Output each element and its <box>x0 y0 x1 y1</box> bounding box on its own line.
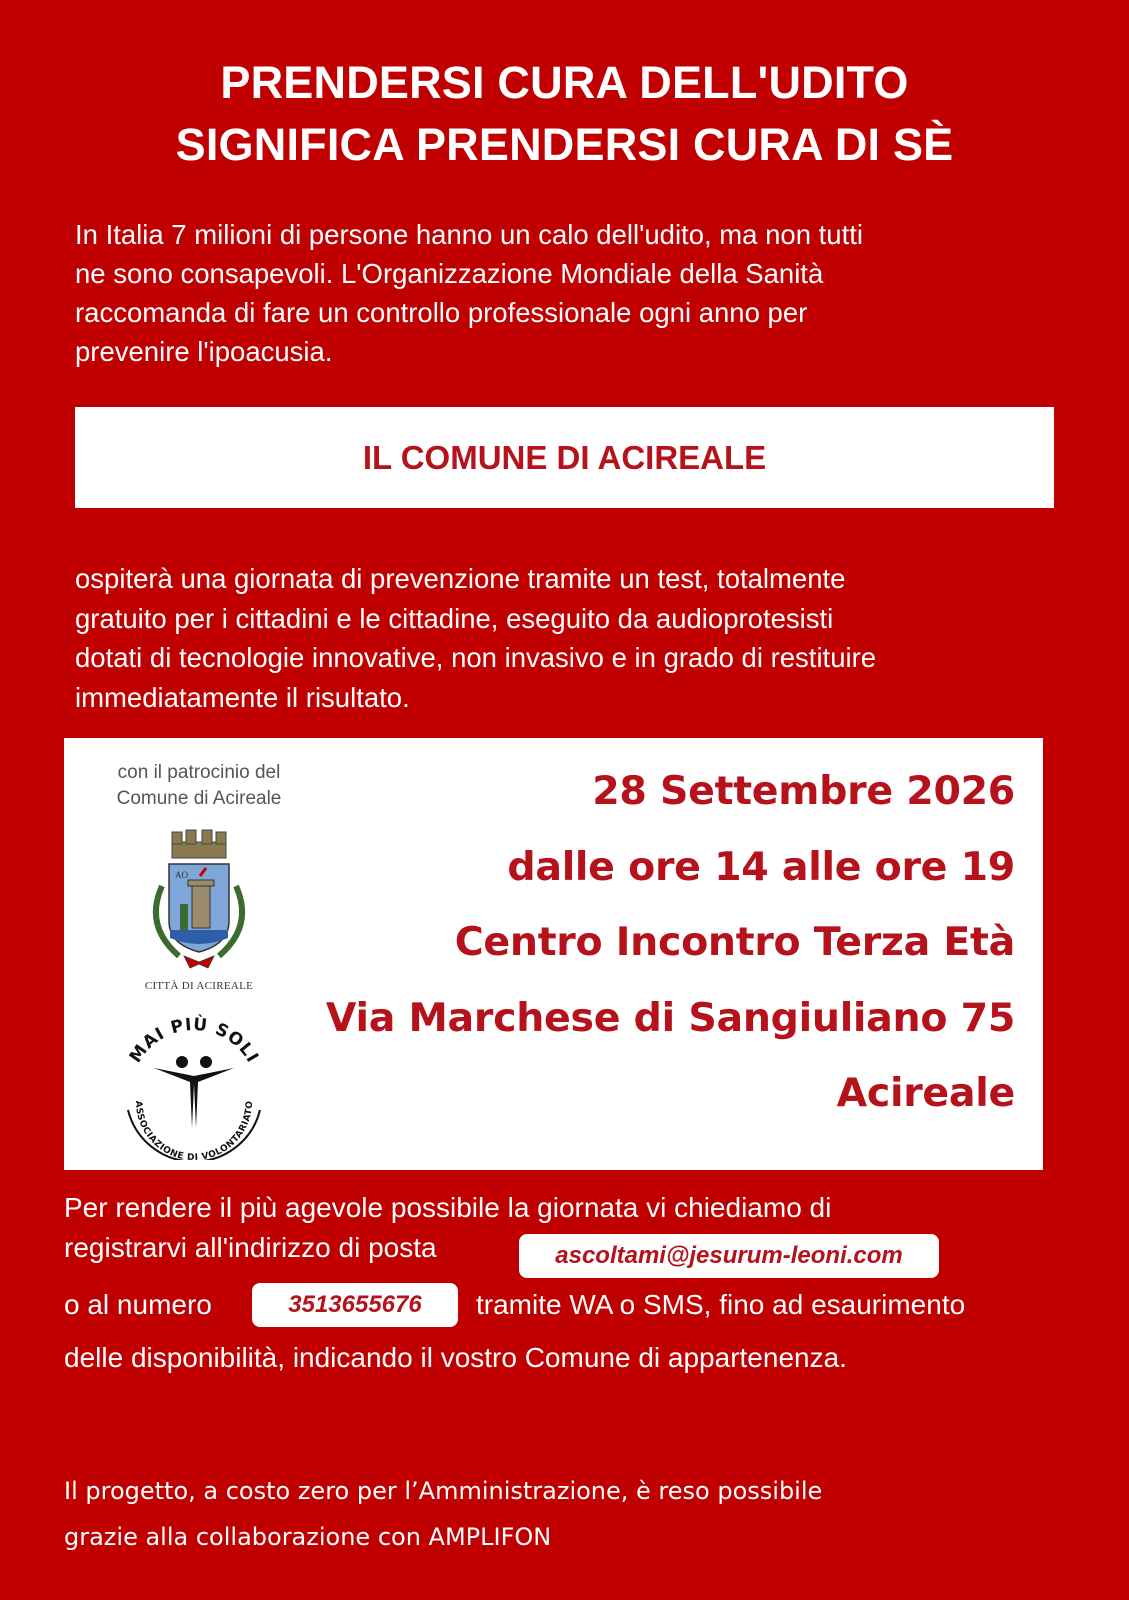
description-line: immediatamente il risultato. <box>75 681 410 713</box>
footer-line: grazie alla collaborazione con AMPLIFON <box>64 1523 552 1551</box>
title-line-2: SIGNIFICA PRENDERSI CURA DI SÈ <box>175 119 954 170</box>
acireale-coat-of-arms-icon <box>134 826 264 976</box>
comune-banner <box>75 407 1054 508</box>
description-line: dotati di tecnologie innovative, non invasivo e in grado di restituire <box>75 642 877 673</box>
description-line: gratuito per i cittadini e le cittadine, eseguito da audioprotesisti <box>75 602 834 634</box>
registration-line: o al numero <box>64 1289 212 1320</box>
patrocinio-line: Comune di Acireale <box>116 788 282 809</box>
description-line: ospiterà una giornata di prevenzione tramite un test, totalmente <box>75 563 846 594</box>
intro-line: raccomanda di fare un controllo professionale ogni anno per <box>75 297 808 328</box>
mai-piu-soli-logo-icon <box>114 1010 274 1160</box>
event-date: 28 Settembre 2026 <box>592 768 1015 814</box>
registration-line: registrarvi all'indirizzo di posta <box>64 1232 437 1263</box>
title-line-1: PRENDERSI CURA DELL'UDITO <box>220 57 909 108</box>
footer-note <box>64 1468 1064 1560</box>
intro-line: ne sono consapevoli. L'Organizzazione Mondiale della Sanità <box>75 258 824 289</box>
patrocinio-line: con il patrocinio del <box>117 762 281 783</box>
registration-line: tramite WA o SMS, fino ad esaurimento <box>476 1289 966 1320</box>
registration-line: delle disponibilità, indicando il vostro Comune di appartenenza. <box>64 1342 847 1373</box>
stemma-letters: AO <box>175 870 188 880</box>
footer-line: Il progetto, a costo zero per l’Amministrazione, è reso possibile <box>64 1477 823 1505</box>
email-address-link[interactable]: ascoltami@jesurum-leoni.com <box>519 1234 939 1278</box>
event-info <box>255 754 1015 1132</box>
page-title <box>0 52 1129 176</box>
svg-text:ASSOCIAZIONE DI VOLONTARIATO <box>133 1100 255 1160</box>
event-venue: Centro Incontro Terza Età <box>454 919 1015 965</box>
event-city: Acireale <box>836 1070 1015 1116</box>
registration-line: Per rendere il più agevole possibile la giornata vi chiediamo di <box>64 1192 832 1223</box>
comune-banner-label: IL COMUNE DI ACIREALE <box>362 438 767 476</box>
stemma-caption: CITTÀ DI ACIREALE <box>144 980 254 992</box>
event-address: Via Marchese di Sangiuliano 75 <box>325 994 1015 1041</box>
event-time: dalle ore 14 alle ore 19 <box>507 843 1015 890</box>
intro-paragraph <box>75 215 1075 371</box>
logo-bottom-text: ASSOCIAZIONE DI VOLONTARIATO <box>132 1100 256 1160</box>
event-details-box <box>64 738 1043 1170</box>
svg-text:MAI PIÙ SOLI <box>126 1013 263 1067</box>
logo-top-text: MAI PIÙ SOLI <box>125 1014 263 1067</box>
description-paragraph <box>75 559 1075 717</box>
intro-line: prevenire l'ipoacusia. <box>75 336 333 367</box>
intro-line: In Italia 7 milioni di persone hanno un calo dell'udito, ma non tutti <box>75 219 863 250</box>
phone-number-link[interactable]: 3513655676 <box>252 1283 458 1327</box>
